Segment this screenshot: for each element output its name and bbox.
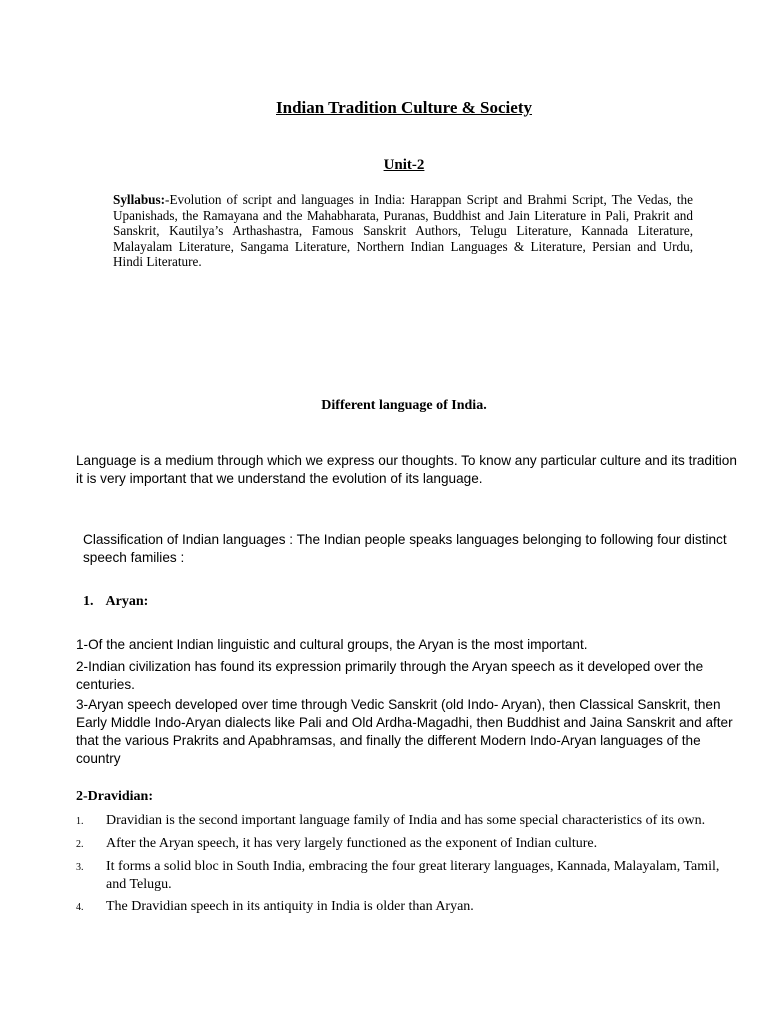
list-item <box>76 898 736 917</box>
section-heading: Different language of India. <box>321 398 487 413</box>
aryan-point-3: 3-Aryan speech developed over time through Vedic Sanskrit (old Indo- Aryan), then Classical Sanskrit, then Early Middle Indo-Aryan dialects like Pali and Old Ardha-Magadhi, then Buddhist and Jaina Sanskrit and after that the various Prakrits and Apabhramsas, and finally the different Modern Indo-Aryan languages of the country <box>76 697 733 766</box>
list-item <box>76 835 736 854</box>
syllabus-paragraph <box>113 192 693 270</box>
classification-paragraph: Classification of Indian languages : The Indian people speaks languages belonging to following four distinct speech families : <box>83 532 727 565</box>
aryan-point-1: 1-Of the ancient Indian linguistic and cultural groups, the Aryan is the most important. <box>76 637 588 652</box>
list-item-text: After the Aryan speech, it has very largely functioned as the exponent of Indian culture. <box>106 836 598 851</box>
list-marker: 2. <box>76 839 84 850</box>
dravidian-heading: 2-Dravidian: <box>76 789 153 804</box>
list-item <box>76 858 736 894</box>
aryan-number: 1. <box>83 594 94 609</box>
list-item <box>76 812 736 831</box>
aryan-point-2: 2-Indian civilization has found its expression primarily through the Aryan speech as it developed over the centuries. <box>76 659 704 692</box>
syllabus-text: -Evolution of script and languages in India: Harappan Script and Brahmi Script, The Vedas, the Upanishads, the Ramayana and the Mahabharata, Puranas, Buddhist and Jain Literature in Pali, Prakrit and Sanskrit, Kautilya’s Arthashastra, Famous Sanskrit Authors, Telugu Literature, Kannada Literature, Malayalam Literature, Sangama Literature, Northern Indian Languages & Literature, Persian and Urdu, Hindi Literature. <box>113 192 693 269</box>
list-item-text: It forms a solid bloc in South India, embracing the four great literary languages, Kannada, Malayalam, Tamil, and Telugu. <box>106 859 720 892</box>
dravidian-list <box>76 812 736 921</box>
list-marker: 1. <box>76 816 84 827</box>
intro-paragraph: Language is a medium through which we express our thoughts. To know any particular culture and its tradition it is very important that we understand the evolution of its language. <box>76 453 737 486</box>
list-marker: 4. <box>76 902 84 913</box>
syllabus-label: Syllabus: <box>113 192 166 207</box>
aryan-heading-label: Aryan: <box>105 594 149 609</box>
list-item-text: Dravidian is the second important language family of India and has some special characteristics of its own. <box>106 813 706 828</box>
aryan-heading <box>83 594 148 610</box>
unit-heading: Unit-2 <box>383 157 425 173</box>
document-title: Indian Tradition Culture & Society <box>276 98 532 117</box>
list-item-text: The Dravidian speech in its antiquity in India is older than Aryan. <box>106 899 474 914</box>
list-marker: 3. <box>76 862 84 873</box>
